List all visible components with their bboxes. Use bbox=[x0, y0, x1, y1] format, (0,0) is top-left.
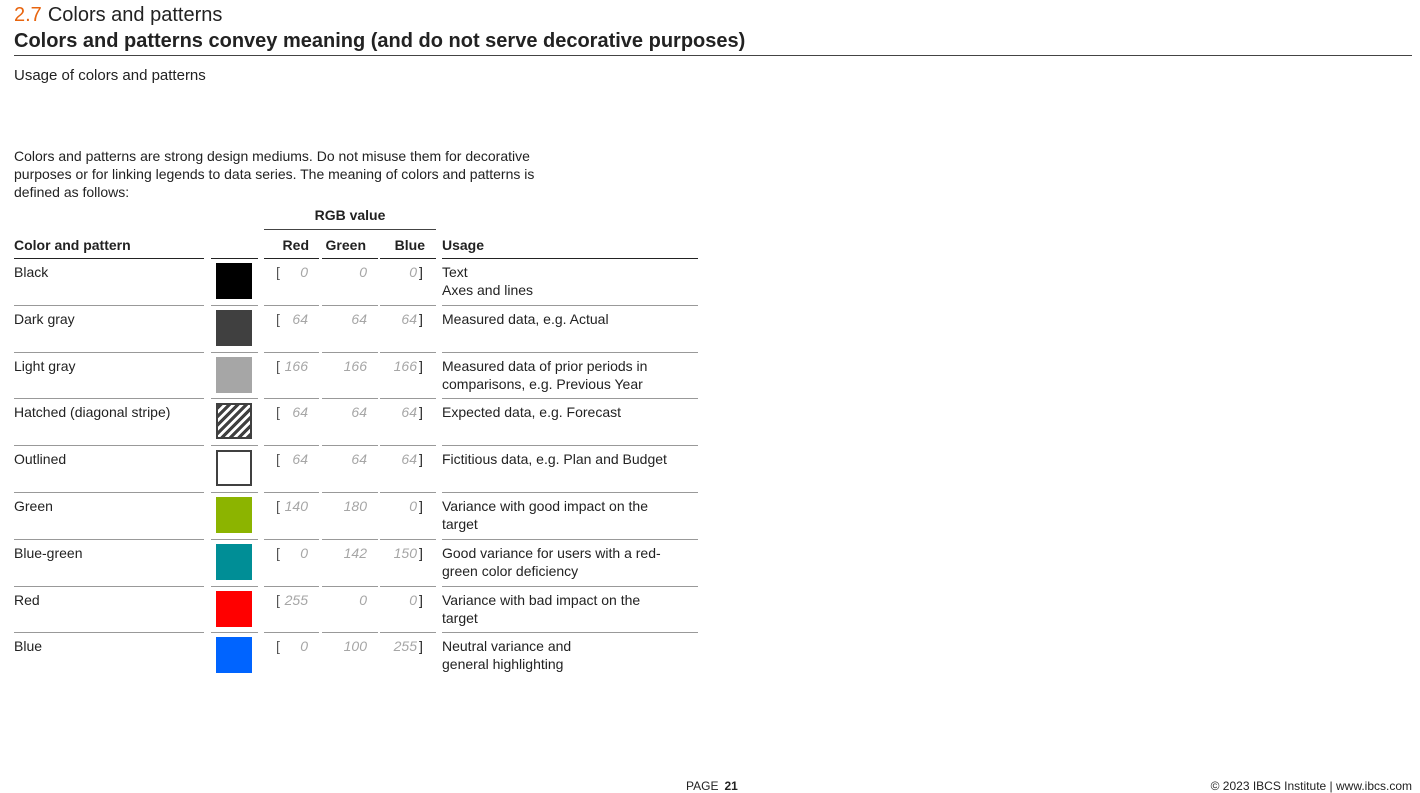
usage-line: Good variance for users with a red- bbox=[442, 544, 661, 561]
row-rule bbox=[14, 352, 204, 353]
usage-line: green color deficiency bbox=[442, 562, 579, 579]
table-row bbox=[14, 305, 698, 351]
color-name: Outlined bbox=[14, 451, 67, 468]
red-value: 64 bbox=[292, 404, 308, 421]
rgb-group-header: RGB value bbox=[314, 207, 386, 223]
color-swatch bbox=[216, 263, 252, 299]
bracket-open: [ bbox=[276, 357, 280, 374]
colors-table bbox=[14, 204, 698, 679]
color-swatch bbox=[216, 637, 252, 673]
color-swatch bbox=[216, 310, 252, 346]
row-rule bbox=[322, 352, 378, 353]
usage-text bbox=[442, 591, 698, 627]
usage-text bbox=[442, 637, 698, 673]
usage-text bbox=[442, 450, 698, 468]
row-rule bbox=[264, 539, 319, 540]
green-value: 166 bbox=[343, 357, 367, 374]
usage-line: Expected data, e.g. Forecast bbox=[442, 404, 621, 421]
color-name: Light gray bbox=[14, 357, 76, 374]
row-rule bbox=[442, 352, 698, 353]
color-name: Green bbox=[14, 498, 53, 514]
page-number bbox=[686, 779, 738, 793]
usage-text bbox=[442, 403, 698, 421]
red-value: 0 bbox=[300, 544, 308, 561]
row-rule bbox=[442, 398, 698, 399]
table-row bbox=[14, 258, 698, 304]
bracket-open: [ bbox=[276, 591, 280, 608]
header-red: Red bbox=[282, 237, 309, 253]
usage-text bbox=[442, 263, 698, 299]
green-value: 180 bbox=[343, 498, 367, 514]
color-swatch bbox=[216, 357, 252, 393]
page-label: PAGE bbox=[686, 779, 719, 793]
table-row bbox=[14, 445, 698, 491]
blue-value: 255 bbox=[393, 638, 417, 655]
row-rule bbox=[322, 539, 378, 540]
bracket-close: ] bbox=[419, 310, 423, 327]
row-rule bbox=[322, 445, 378, 446]
color-name: Dark gray bbox=[14, 310, 75, 327]
page-number-value: 21 bbox=[724, 779, 738, 793]
table-row bbox=[14, 398, 698, 444]
usage-line: general highlighting bbox=[442, 656, 564, 673]
usage-line: Neutral variance and bbox=[442, 638, 572, 655]
row-rule bbox=[264, 445, 319, 446]
red-value: 255 bbox=[284, 591, 308, 608]
red-value: 140 bbox=[284, 498, 308, 514]
bracket-close: ] bbox=[419, 638, 423, 655]
row-rule bbox=[264, 632, 319, 633]
row-rule bbox=[380, 445, 436, 446]
row-rule bbox=[14, 258, 204, 259]
row-rule bbox=[14, 539, 204, 540]
row-rule bbox=[322, 492, 378, 493]
green-value: 64 bbox=[351, 451, 367, 468]
usage-line: target bbox=[442, 609, 478, 626]
row-rule bbox=[322, 632, 378, 633]
row-rule bbox=[211, 398, 258, 399]
header-green: Green bbox=[325, 237, 366, 253]
header-blue: Blue bbox=[394, 237, 425, 253]
red-value: 0 bbox=[300, 264, 308, 280]
row-rule bbox=[14, 492, 204, 493]
color-swatch bbox=[216, 450, 252, 486]
usage-line: Variance with good impact on the bbox=[442, 498, 648, 514]
row-rule bbox=[442, 305, 698, 306]
row-rule bbox=[211, 539, 258, 540]
usage-text bbox=[442, 497, 698, 533]
row-rule bbox=[264, 258, 319, 259]
usage-line: Fictitious data, e.g. Plan and Budget bbox=[442, 451, 667, 468]
row-rule bbox=[380, 352, 436, 353]
usage-line: Measured data, e.g. Actual bbox=[442, 310, 609, 327]
table-row bbox=[14, 586, 698, 632]
bracket-open: [ bbox=[276, 638, 280, 655]
row-rule bbox=[14, 398, 204, 399]
intro-paragraph: Colors and patterns are strong design mediums. Do not misuse them for decorative purposes or for linking legends to data series. The meaning of colors and patterns is defined as follows: bbox=[14, 148, 535, 200]
color-swatch bbox=[216, 497, 252, 533]
color-swatch bbox=[216, 544, 252, 580]
bracket-open: [ bbox=[276, 451, 280, 468]
usage-line: comparisons, e.g. Previous Year bbox=[442, 375, 643, 392]
copyright: © 2023 IBCS Institute | www.ibcs.com bbox=[1210, 779, 1412, 793]
row-rule bbox=[14, 305, 204, 306]
row-rule bbox=[322, 258, 378, 259]
row-rule bbox=[380, 398, 436, 399]
header-color-pattern: Color and pattern bbox=[14, 237, 131, 253]
bracket-close: ] bbox=[419, 404, 423, 421]
row-rule bbox=[211, 586, 258, 587]
row-rule bbox=[380, 539, 436, 540]
row-rule bbox=[442, 492, 698, 493]
color-name: Red bbox=[14, 591, 40, 608]
row-rule bbox=[380, 586, 436, 587]
green-value: 100 bbox=[343, 638, 367, 655]
red-value: 64 bbox=[292, 310, 308, 327]
bracket-open: [ bbox=[276, 264, 280, 280]
blue-value: 150 bbox=[393, 544, 417, 561]
table-row bbox=[14, 632, 698, 678]
usage-text bbox=[442, 544, 698, 580]
table-row bbox=[14, 539, 698, 585]
green-value: 142 bbox=[343, 544, 367, 561]
row-rule bbox=[211, 492, 258, 493]
row-rule bbox=[380, 258, 436, 259]
blue-value: 0 bbox=[409, 591, 417, 608]
row-rule bbox=[211, 258, 258, 259]
row-rule bbox=[264, 586, 319, 587]
row-rule bbox=[14, 632, 204, 633]
row-rule bbox=[322, 305, 378, 306]
section-name: Colors and patterns bbox=[47, 4, 223, 26]
row-rule bbox=[211, 305, 258, 306]
row-rule bbox=[14, 445, 204, 446]
row-rule bbox=[322, 398, 378, 399]
row-rule bbox=[442, 258, 698, 259]
row-rule bbox=[442, 539, 698, 540]
header-usage: Usage bbox=[442, 237, 485, 253]
green-value: 64 bbox=[351, 310, 367, 327]
row-rule bbox=[14, 586, 204, 587]
row-rule bbox=[322, 586, 378, 587]
usage-line: target bbox=[442, 516, 478, 532]
color-name: Blue-green bbox=[14, 544, 83, 561]
bracket-close: ] bbox=[419, 451, 423, 468]
blue-value: 64 bbox=[401, 451, 417, 468]
bracket-open: [ bbox=[276, 310, 280, 327]
green-value: 0 bbox=[359, 264, 367, 280]
bracket-close: ] bbox=[419, 498, 423, 514]
red-value: 0 bbox=[300, 638, 308, 655]
row-rule bbox=[264, 305, 319, 306]
usage-text bbox=[442, 310, 698, 328]
blue-value: 0 bbox=[409, 498, 417, 514]
usage-text bbox=[442, 357, 698, 393]
blue-value: 0 bbox=[409, 264, 417, 280]
usage-line: Text bbox=[442, 264, 468, 280]
bracket-close: ] bbox=[419, 544, 423, 561]
green-value: 64 bbox=[351, 404, 367, 421]
row-rule bbox=[264, 492, 319, 493]
bracket-open: [ bbox=[276, 544, 280, 561]
row-rule bbox=[442, 632, 698, 633]
bracket-close: ] bbox=[419, 591, 423, 608]
usage-line: Measured data of prior periods in bbox=[442, 357, 648, 374]
row-rule bbox=[211, 632, 258, 633]
green-value: 0 bbox=[359, 591, 367, 608]
usage-line: Variance with bad impact on the bbox=[442, 591, 641, 608]
section-heading bbox=[14, 3, 222, 27]
bracket-open: [ bbox=[276, 498, 280, 514]
section-number: 2.7 bbox=[14, 4, 42, 26]
color-swatch bbox=[216, 591, 252, 627]
blue-value: 166 bbox=[393, 357, 417, 374]
bracket-open: [ bbox=[276, 404, 280, 421]
color-name: Hatched (diagonal stripe) bbox=[14, 404, 171, 421]
usage-line: Axes and lines bbox=[442, 282, 534, 298]
color-swatch bbox=[216, 403, 252, 439]
page-subtitle: Usage of colors and patterns bbox=[14, 67, 206, 84]
title-divider bbox=[14, 55, 1412, 56]
row-rule bbox=[211, 445, 258, 446]
row-rule bbox=[264, 352, 319, 353]
row-rule bbox=[442, 586, 698, 587]
red-value: 166 bbox=[284, 357, 308, 374]
row-rule bbox=[264, 398, 319, 399]
color-name: Blue bbox=[14, 638, 43, 655]
table-row bbox=[14, 352, 698, 398]
blue-value: 64 bbox=[401, 404, 417, 421]
page-title: Colors and patterns convey meaning (and do not serve decorative purposes) bbox=[14, 30, 746, 52]
row-rule bbox=[380, 632, 436, 633]
bracket-close: ] bbox=[419, 264, 423, 280]
rgb-group-rule bbox=[264, 229, 436, 230]
bracket-close: ] bbox=[419, 357, 423, 374]
red-value: 64 bbox=[292, 451, 308, 468]
color-name: Black bbox=[14, 264, 49, 280]
row-rule bbox=[380, 305, 436, 306]
blue-value: 64 bbox=[401, 310, 417, 327]
row-rule bbox=[380, 492, 436, 493]
row-rule bbox=[442, 445, 698, 446]
row-rule bbox=[211, 352, 258, 353]
table-row bbox=[14, 492, 698, 538]
